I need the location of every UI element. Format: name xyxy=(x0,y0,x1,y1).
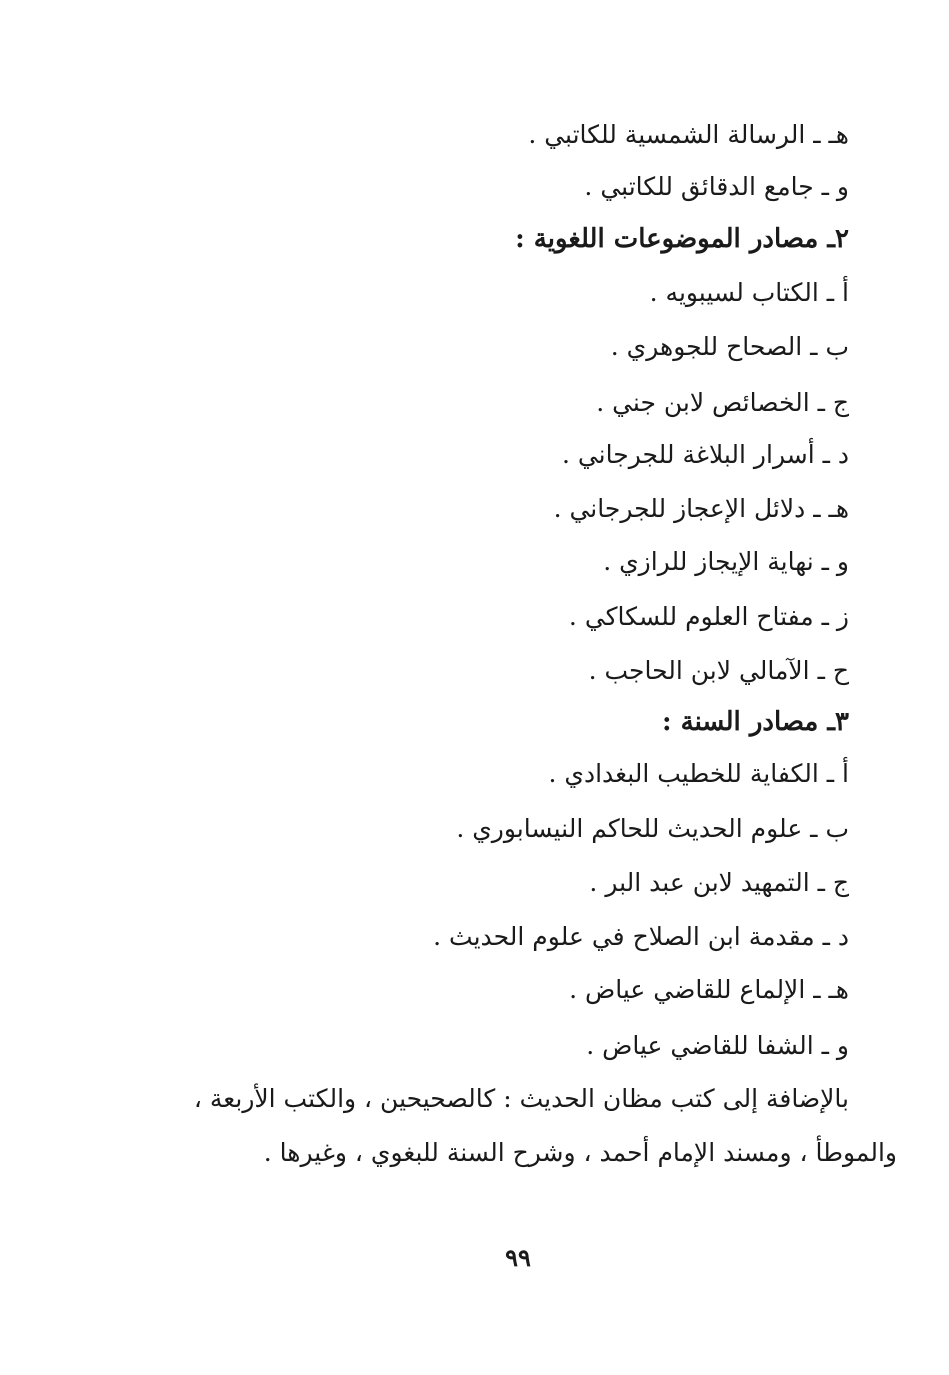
closing-paragraph xyxy=(99,1074,849,1124)
page-number: ٩٩ xyxy=(505,1243,531,1272)
list-item: ج ـ التمهيد لابن عبد البر . xyxy=(589,868,849,897)
section-heading-language-sources: ٢ـ مصادر الموضوعات اللغوية : xyxy=(515,224,849,254)
list-item: ج ـ الخصائص لابن جني . xyxy=(596,388,849,417)
list-item: هـ ـ الرسالة الشمسية للكاتبي . xyxy=(528,120,849,149)
list-item: و ـ جامع الدقائق للكاتبي . xyxy=(584,172,849,201)
list-item: د ـ مقدمة ابن الصلاح في علوم الحديث . xyxy=(433,922,849,951)
list-item: د ـ أسرار البلاغة للجرجاني . xyxy=(561,440,849,469)
list-item: ب ـ علوم الحديث للحاكم النيسابوري . xyxy=(456,814,849,843)
paragraph-line: والموطأ ، ومسند الإمام أحمد ، وشرح السنة للبغوي ، وغيرها . xyxy=(263,1138,897,1167)
list-item: هـ ـ دلائل الإعجاز للجرجاني . xyxy=(553,494,849,523)
list-item: أ ـ الكفاية للخطيب البغدادي . xyxy=(548,759,849,788)
list-item: و ـ الشفا للقاضي عياض . xyxy=(586,1031,849,1060)
list-item: ز ـ مفتاح العلوم للسكاكي . xyxy=(568,602,849,631)
list-item: هـ ـ الإلماع للقاضي عياض . xyxy=(569,975,849,1004)
list-item: أ ـ الكتاب لسيبويه . xyxy=(649,278,849,307)
list-item: ح ـ الآمالي لابن الحاجب . xyxy=(588,656,849,685)
section-heading-sunnah-sources: ٣ـ مصادر السنة : xyxy=(662,707,849,737)
list-item: ب ـ الصحاح للجوهري . xyxy=(610,332,849,361)
paragraph-line: بالإضافة إلى كتب مظان الحديث : كالصحيحين ، والكتب الأربعة ، xyxy=(193,1084,849,1113)
list-item: و ـ نهاية الإيجاز للرازي . xyxy=(603,547,849,576)
closing-paragraph-continued xyxy=(97,1128,897,1178)
